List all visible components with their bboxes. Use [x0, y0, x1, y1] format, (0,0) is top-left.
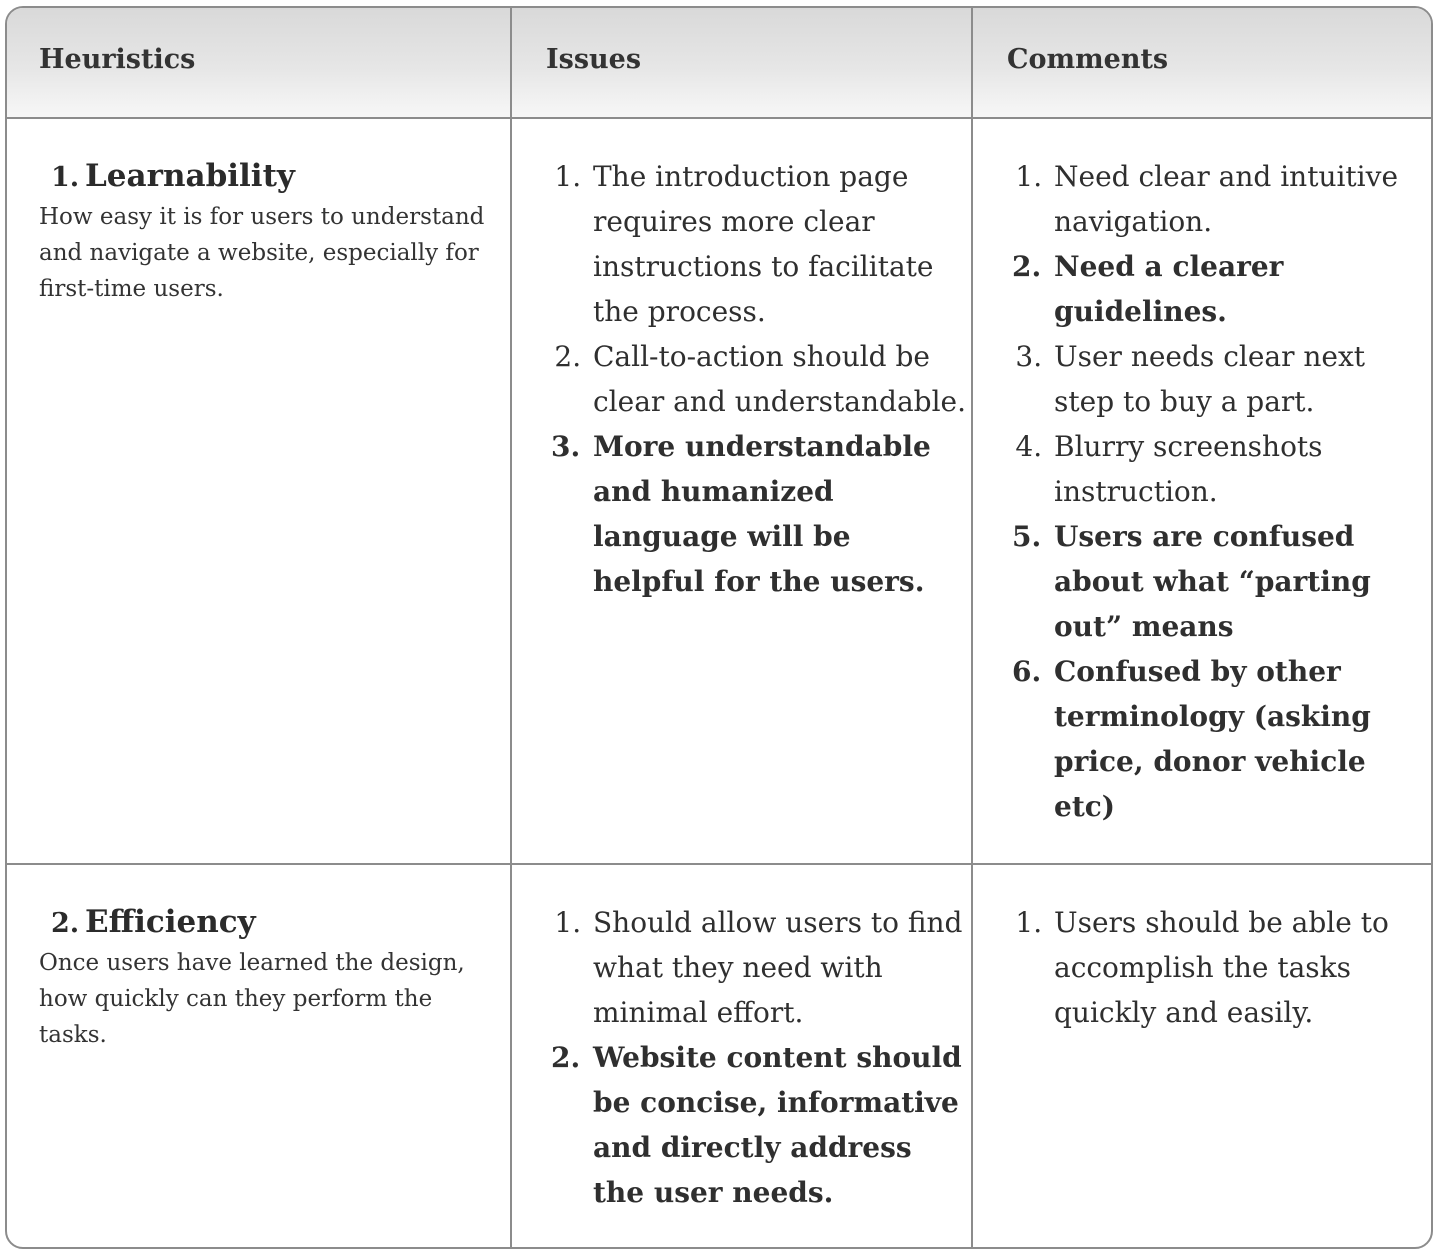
column-divider [971, 8, 973, 1247]
heuristic-title [51, 158, 295, 194]
list-item: 2. Call-to-action should be clear and understandable. [590, 334, 971, 424]
issues-list [541, 154, 971, 604]
list-item: 2. Need a clearer guidelines. [1051, 244, 1433, 334]
header-comments: Comments [1007, 44, 1169, 75]
list-item: 3. More understandable and humanized language will be helpful for the users. [590, 424, 971, 604]
column-divider [510, 8, 512, 1247]
list-item: 1. The introduction page requires more clear instructions to facilitate the process. [590, 154, 971, 334]
header-heuristics: Heuristics [39, 44, 196, 75]
list-item: 6. Confused by other terminology (asking price, donor vehicle etc) [1051, 649, 1433, 829]
table-header-row [7, 8, 1431, 119]
list-item: 1. Users should be able to accomplish the tasks quickly and easily. [1051, 900, 1433, 1035]
heuristic-description: How easy it is for users to understand and navigate a website, especially for first-time users. [39, 204, 485, 302]
list-item: 1. Need clear and intuitive navigation. [1051, 154, 1433, 244]
heuristic-name: Learnability [85, 158, 295, 194]
heuristic-name: Efficiency [85, 904, 256, 940]
row-divider [7, 863, 1431, 865]
issues-list [541, 900, 971, 1215]
list-item: 3. User needs clear next step to buy a part. [1051, 334, 1433, 424]
list-item: 1. Should allow users to find what they need with minimal effort. [590, 900, 971, 1035]
heuristic-description: Once users have learned the design, how quickly can they perform the tasks. [39, 950, 465, 1048]
heuristic-number: 2. [51, 908, 80, 939]
heuristics-table [5, 6, 1433, 1249]
comments-list [1002, 900, 1433, 1035]
list-item: 2. Website content should be concise, informative and directly address the user needs. [590, 1035, 971, 1215]
heuristic-number: 1. [51, 162, 80, 193]
header-issues: Issues [546, 44, 642, 75]
comments-list [1002, 154, 1433, 829]
heuristic-title [51, 904, 256, 940]
list-item: 5. Users are confused about what “parting out” means [1051, 514, 1433, 649]
list-item: 4. Blurry screenshots instruction. [1051, 424, 1433, 514]
